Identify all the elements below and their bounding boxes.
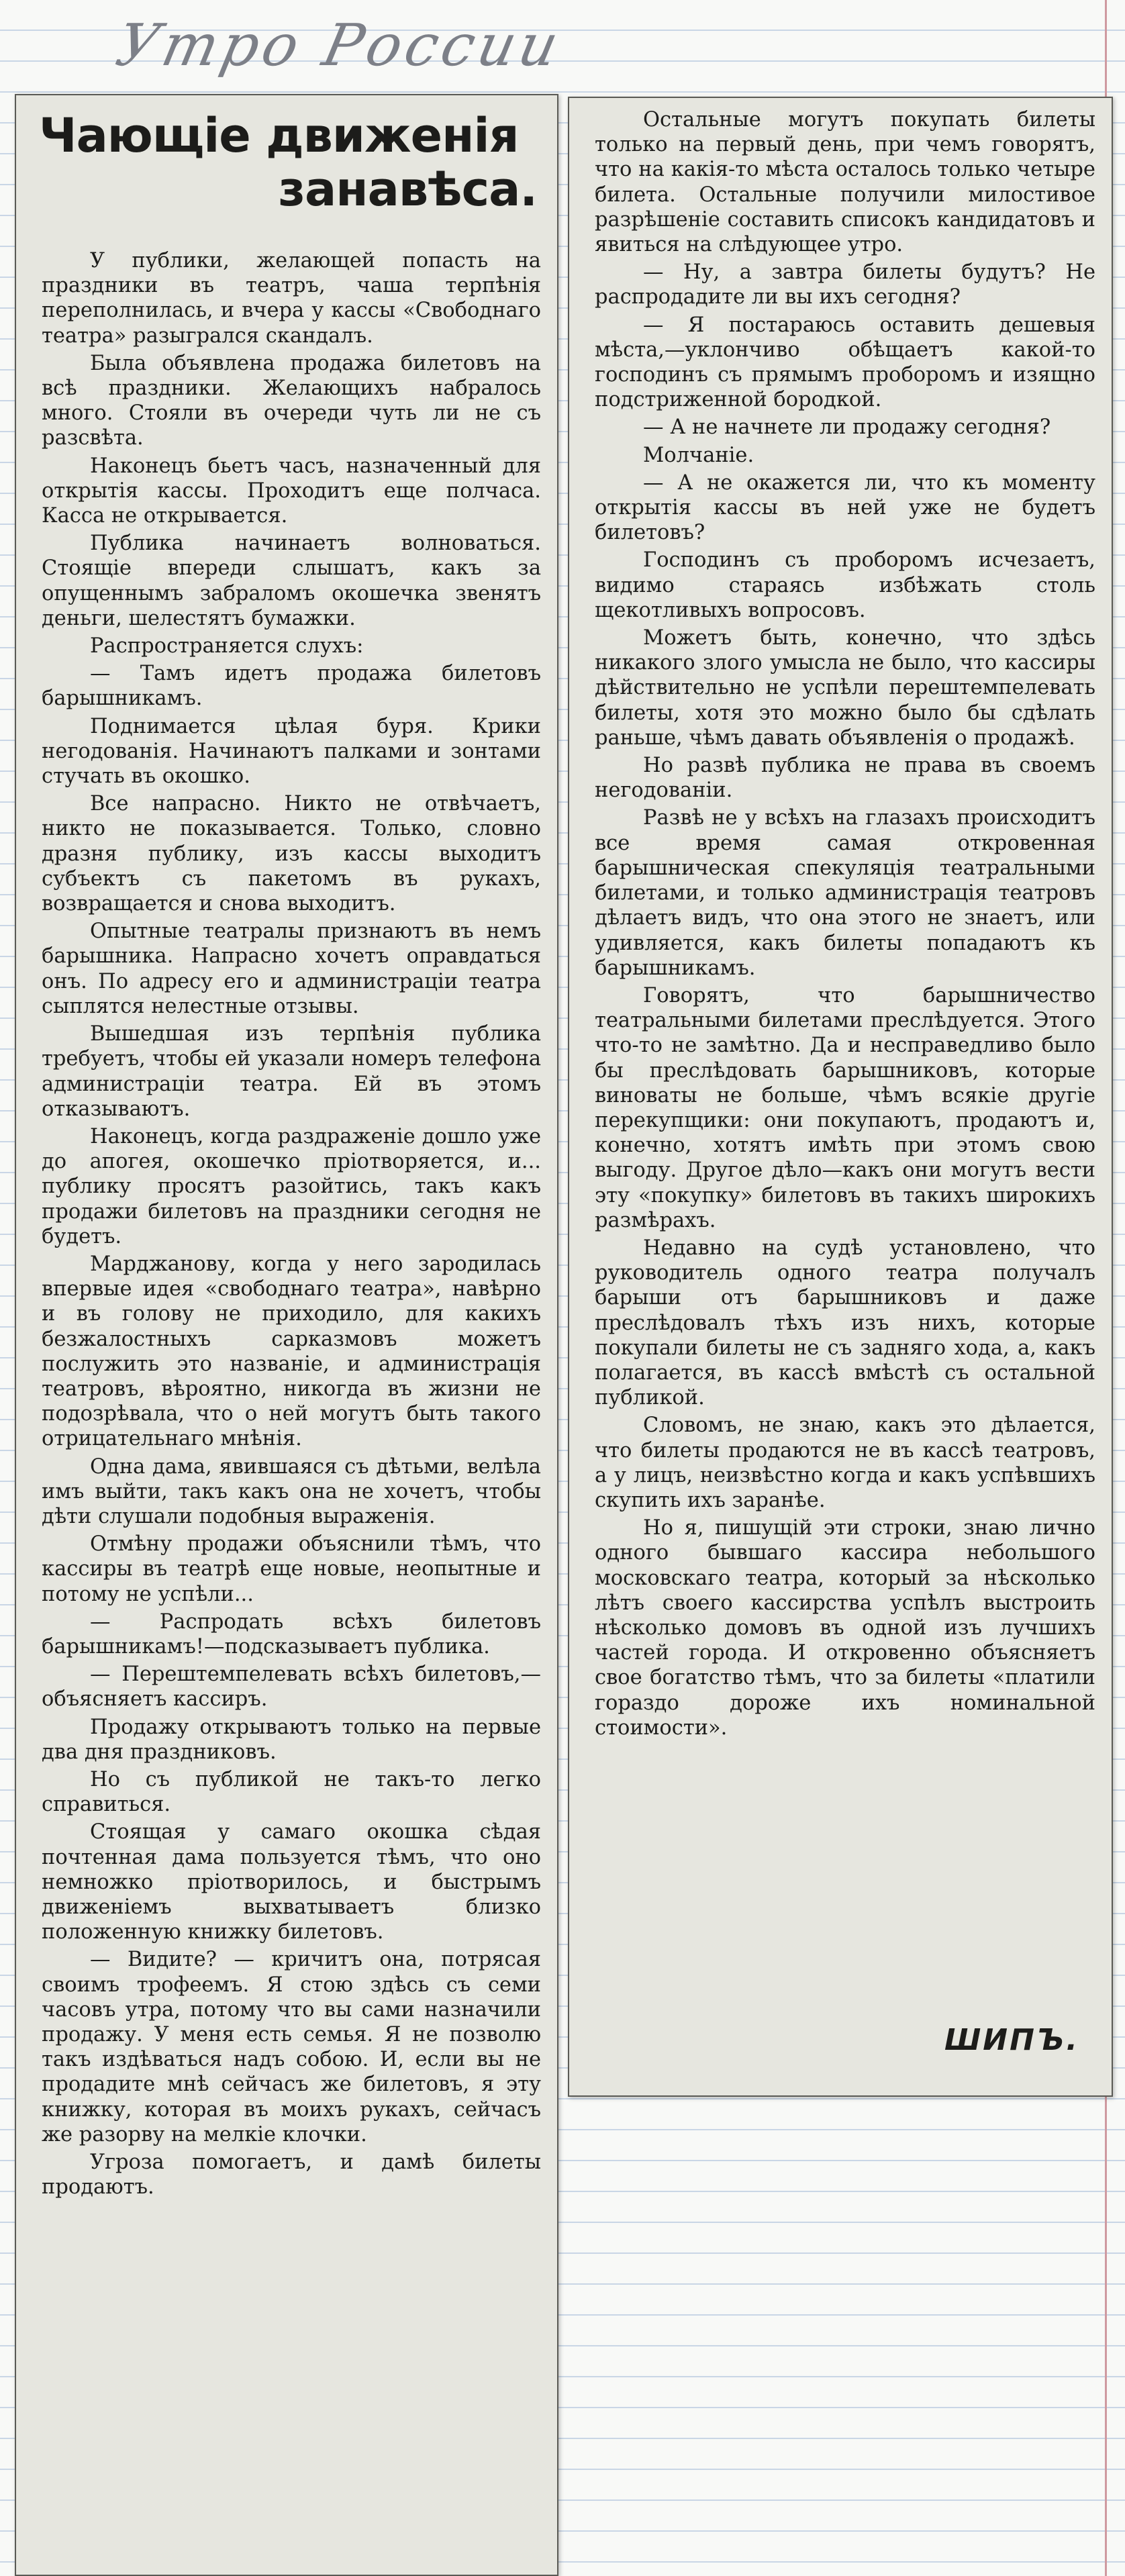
article-paragraph: Недавно на судѣ установлено, что руководитель одного театра получалъ барыши отъ барышниковъ и даже преслѣдовалъ тѣхъ изъ нихъ, которые покупали билеты не съ задняго хода, а, какъ полагается, въ кассѣ вмѣстѣ съ остальной публикой. [595,1236,1095,1410]
article-paragraph: — Видите? — кричитъ она, потрясая своимъ трофеемъ. Я стою здѣсь съ семи часовъ утра, потому что вы сами назначили продажу. У меня есть семья. Я не позволю такъ издѣваться надъ собою. И, если вы не продадите мнѣ сейчасъ же билетовъ, я эту книжку, которая въ моихъ рукахъ, сейчасъ же разорву на мелкіе клочки. [42,1948,541,2146]
article-paragraph: Молчаніе. [643,443,754,467]
article-paragraph: У публики, желающей попасть на праздники въ театръ, чаша терпѣнія переполнилась, и вчера у кассы «Свободнаго театра» разыгрался скандалъ. [42,249,541,348]
article-paragraph: Остальные могутъ покупать билеты только на первый день, при чемъ говорятъ, что на какія-то мѣста осталось только четыре билета. Остальные получили милостивое разрѣшеніе составить списокъ кандидатовъ и явиться на слѣдующее утро. [595,108,1095,257]
article-paragraph: Наконецъ, когда раздраженіе дошло уже до апогея, окошечко пріотворяется, и... публику просятъ разойтись, такъ какъ продажи билетовъ на праздники сегодня не будетъ. [42,1124,541,1248]
article-column-right [595,107,1095,1740]
article-paragraph: Господинъ съ проборомъ исчезаетъ, видимо стараясь избѣжать столь щекотливыхъ вопросовъ. [595,548,1095,622]
article-paragraph: — А не окажется ли, что къ моменту открытія кассы въ ней уже не будетъ билетовъ? [595,470,1095,545]
article-paragraph: — Я постараюсь оставить дешевыя мѣста,—уклончиво обѣщаетъ какой-то господинъ съ прямымъ проборомъ и изящно подстриженной бородкой. [595,313,1095,412]
article-paragraph: Но я, пишущій эти строки, знаю лично одного бывшаго кассира небольшого московскаго театра, который за нѣсколько лѣтъ своего кассирства успѣлъ выстроить нѣсколько домовъ въ одной изъ лучшихъ частей города. И откровенно объясняетъ свое богатство тѣмъ, что за билеты «платили гораздо дороже ихъ номинальной стоимости». [595,1516,1095,1740]
article-paragraph: Стоящая у самаго окошка сѣдая почтенная дама пользуется тѣмъ, что оно немножко пріотворилось, и быстрымъ движеніемъ выхватываетъ близко положенную книжку билетовъ. [42,1820,541,1944]
handwritten-note: Утро России [110,12,569,79]
article-paragraph: Вышедшая изъ терпѣнія публика требуетъ, чтобы ей указали номеръ телефона администраціи театра. Ей въ этомъ отказываютъ. [42,1022,541,1121]
article-paragraph: Словомъ, не знаю, какъ это дѣлается, что билеты продаются не въ кассѣ театровъ, а у лицъ, неизвѣстно когда и какъ успѣвшихъ скупить ихъ заранѣе. [595,1414,1095,1512]
article-paragraph: — Распродать всѣхъ билетовъ барышникамъ!—подсказываетъ публика. [42,1609,541,1658]
newspaper-clipping-right [568,97,1113,2097]
article-paragraph: Продажу открываютъ только на первые два дня праздниковъ. [42,1715,541,1764]
article-paragraph: Опытные театралы признаютъ въ немъ барышника. Напрасно хочетъ оправдаться онъ. По адресу его и администраціи театра сыплятся нелестные отзывы. [42,920,541,1018]
article-paragraph: Развѣ не у всѣхъ на глазахъ происходитъ все время самая откровенная барышническая спекуляція театральными билетами, и только администрація театровъ дѣлаетъ видъ, что она этого не знаетъ, или удивляется, какъ билеты попадаютъ къ барышникамъ. [595,806,1095,980]
article-paragraph: — Перештемпелевать всѣхъ билетовъ,— объясняетъ кассиръ. [42,1663,541,1712]
article-paragraph: — А не начнете ли продажу сегодня? [643,415,1051,440]
article-paragraph: Одна дама, явившаяся съ дѣтьми, велѣла имъ выйти, такъ какъ она не хочетъ, чтобы дѣти слушали подобныя выраженія. [42,1454,541,1528]
article-title [39,109,549,216]
article-paragraph: Но развѣ публика не права въ своемъ негодованіи. [595,754,1095,803]
article-paragraph: Но съ публикой не такъ-то легко справиться. [42,1767,541,1817]
article-column-left [42,248,541,2199]
article-paragraph: — Ну, а завтра билеты будутъ? Не распродадите ли вы ихъ сегодня? [595,260,1095,309]
title-line-2: занавѣса. [278,162,537,217]
article-paragraph: Говорятъ, что барышничество театральными билетами преслѣдуется. Этого что-то не замѣтно. Да и несправедливо было бы преслѣдовать барышниковъ, которые виноваты не больше, чѣмъ всякіе другіе перекупщики: они покупаютъ, продаютъ и, конечно, хотятъ имѣть при этомъ свою выгоду. Другое дѣло—какъ они могутъ вести эту «покупку» билетовъ въ такихъ широкихъ размѣрахъ. [595,983,1095,1232]
article-paragraph: Публика начинаетъ волноваться. Стоящіе впереди слышатъ, какъ за опущеннымъ забраломъ окошечка звенятъ деньги, шелестятъ бумажки. [42,532,541,630]
article-paragraph: Все напрасно. Никто не отвѣчаетъ, никто не показывается. Только, словно дразня публику, изъ кассы выходитъ субъектъ съ пакетомъ въ рукахъ, возвращается и снова выходитъ. [42,792,541,916]
title-line-1: Чающіе движенія [39,108,519,163]
author-signature: ШИПЪ. [944,2023,1079,2057]
article-paragraph: Марджанову, когда у него зародилась впервые идея «свободнаго театра», навѣрно и въ голову не приходило, для какихъ безжалостныхъ сарказмовъ можетъ послужить это названіе, и администрація театровъ, вѣроятно, никогда въ жизни не подозрѣвала, что о ней могутъ быть такого отрицательнаго мнѣнія. [42,1252,541,1451]
article-paragraph: Можетъ быть, конечно, что здѣсь никакого злого умысла не было, что кассиры дѣйствительно не успѣли перештемпелевать билеты, хотя это можно было бы сдѣлать раньше, чѣмъ давать объявленія о продажѣ. [595,626,1095,750]
article-paragraph: Отмѣну продажи объяснили тѣмъ, что кассиры въ театрѣ еще новые, неопытные и потому не успѣли... [42,1532,541,1606]
newspaper-clipping-left [15,94,558,2576]
article-paragraph: Поднимается цѣлая буря. Крики негодованія. Начинаютъ палками и зонтами стучать въ окошко. [42,714,541,789]
article-paragraph: Распространяется слухъ: [90,634,364,658]
article-paragraph: Угроза помогаетъ, и дамѣ билеты продаютъ. [42,2150,541,2199]
article-paragraph: Наконецъ бьетъ часъ, назначенный для открытія кассы. Проходитъ еще полчаса. Касса не открывается. [42,454,541,528]
article-paragraph: Была объявлена продажа билетовъ на всѣ праздники. Желающихъ набралось много. Стояли въ очереди чуть ли не съ разсвѣта. [42,351,541,450]
article-paragraph: — Тамъ идетъ продажа билетовъ барышникамъ. [42,662,541,711]
